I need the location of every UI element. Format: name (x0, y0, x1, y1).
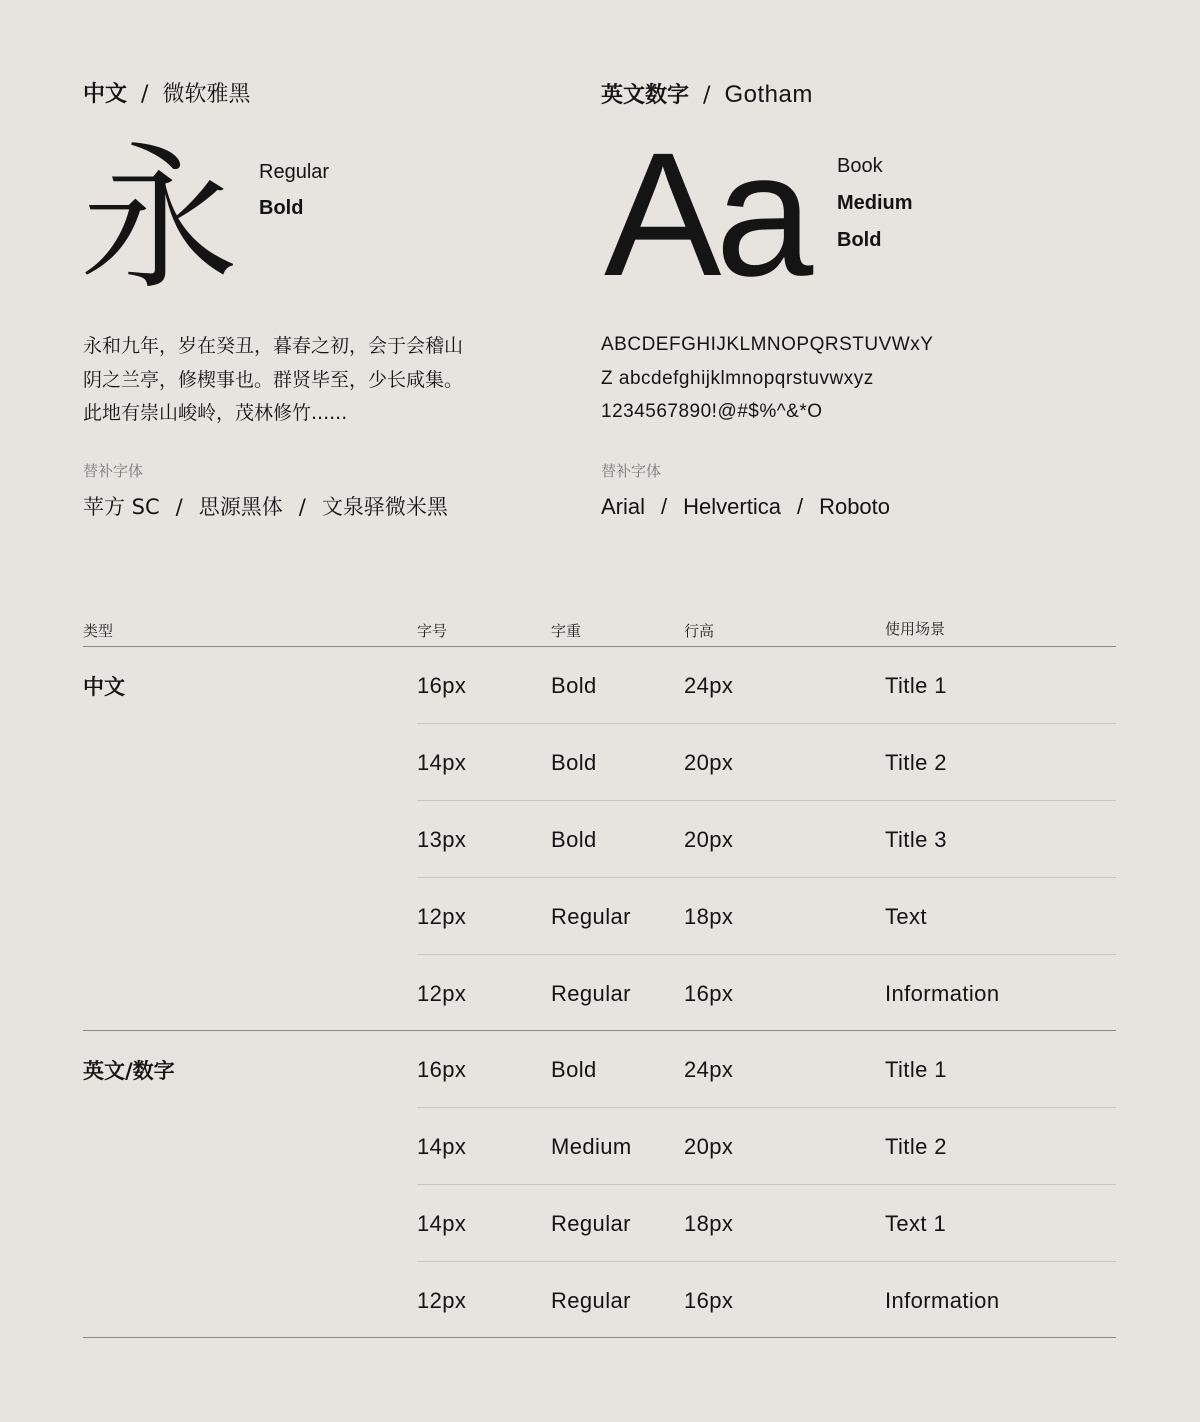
row-line-height: 20px (684, 1134, 734, 1159)
row-weight: Bold (551, 1057, 597, 1082)
row-weight: Bold (551, 827, 597, 852)
row-usage: Title 1 (885, 673, 947, 698)
latin-font-heading (601, 80, 813, 111)
table-header-type: 类型 (83, 622, 114, 640)
row-weight: Bold (551, 750, 597, 775)
row-weight: Regular (551, 904, 631, 929)
row-weight: Medium (551, 1134, 632, 1159)
latin-sample-line: 1234567890!@#$%^&*O (601, 401, 823, 422)
row-line-height: 20px (684, 827, 734, 852)
alt-separator: / (175, 495, 183, 519)
row-line-height: 24px (684, 673, 734, 698)
row-line-height: 16px (684, 981, 734, 1006)
row-size: 12px (417, 981, 467, 1006)
table-group-latin: 英文/数字 (83, 1059, 175, 1083)
latin-alt-fonts (601, 492, 890, 522)
alt-font-helvetica: Helvertica (683, 494, 781, 519)
alt-separator: / (661, 494, 668, 519)
row-usage: Title 2 (885, 750, 947, 775)
row-line-height: 24px (684, 1057, 734, 1082)
alt-font-source-han: 思源黑体 (198, 495, 283, 519)
row-size: 12px (417, 1288, 467, 1313)
row-usage: Information (885, 981, 1000, 1006)
latin-heading-label: 英文数字 (601, 83, 690, 108)
row-line-height: 18px (684, 904, 734, 929)
row-size: 14px (417, 1134, 467, 1159)
alt-font-arial: Arial (601, 494, 646, 519)
row-usage: Title 2 (885, 1134, 947, 1159)
latin-sample-characters (601, 328, 933, 429)
table-header-weight: 字重 (551, 622, 582, 640)
chinese-weight-bold: Bold (259, 197, 304, 219)
row-divider (417, 800, 1116, 801)
row-line-height: 16px (684, 1288, 734, 1313)
latin-sample-glyph: Aa (604, 117, 808, 313)
latin-weight-bold: Bold (837, 229, 882, 251)
group-divider (83, 1030, 1116, 1031)
row-usage: Text (885, 904, 927, 929)
row-usage: Title 3 (885, 827, 947, 852)
row-divider (417, 954, 1116, 955)
alt-separator: / (298, 495, 306, 519)
latin-sample-line: Z abcdefghijklmnopqrstuvwxyz (601, 367, 874, 389)
row-usage: Title 1 (885, 1057, 947, 1082)
chinese-weight-regular: Regular (259, 161, 330, 183)
row-divider (417, 1184, 1116, 1185)
row-usage: Information (885, 1288, 1000, 1313)
chinese-font-heading (83, 80, 250, 110)
chinese-heading-label: 中文 (83, 82, 128, 107)
row-size: 14px (417, 1211, 467, 1236)
chinese-font-name: 微软雅黑 (162, 82, 251, 107)
table-header-usage: 使用场景 (885, 620, 946, 638)
alt-font-wenquanyi: 文泉驿微米黑 (321, 495, 448, 519)
latin-alt-label: 替补字体 (601, 462, 662, 480)
row-weight: Regular (551, 1211, 631, 1236)
table-header-rule (83, 646, 1116, 647)
row-size: 14px (417, 750, 467, 775)
row-line-height: 20px (684, 750, 734, 775)
alt-separator: / (796, 494, 804, 519)
table-bottom-rule (83, 1337, 1116, 1338)
row-usage: Text 1 (885, 1211, 947, 1236)
row-divider (417, 1261, 1116, 1262)
chinese-sample-glyph: 永 (80, 128, 238, 312)
alt-font-pingfang: 苹方 SC (83, 495, 160, 519)
chinese-sample-paragraph: 永和九年，岁在癸丑，暮春之初，会于会稽山阴之兰亭，修楔事也。群贤毕至，少长咸集。此地有崇山峻岭，茂林修竹...... (83, 335, 464, 424)
latin-font-name: Gotham (724, 81, 813, 108)
row-weight: Regular (551, 1288, 631, 1313)
chinese-alt-label: 替补字体 (83, 462, 144, 480)
row-size: 16px (417, 1057, 467, 1082)
table-group-chinese: 中文 (83, 675, 125, 699)
alt-font-roboto: Roboto (819, 494, 891, 519)
latin-weight-medium: Medium (837, 192, 913, 214)
row-size: 12px (417, 904, 467, 929)
heading-separator: / (141, 82, 149, 107)
latin-weight-book: Book (837, 155, 883, 177)
row-line-height: 18px (684, 1211, 734, 1236)
row-size: 16px (417, 673, 467, 698)
table-header-size: 字号 (417, 622, 448, 640)
row-divider (417, 723, 1116, 724)
row-divider (417, 877, 1116, 878)
row-size: 13px (417, 827, 467, 852)
chinese-alt-fonts (83, 492, 448, 522)
row-divider (417, 1107, 1116, 1108)
heading-separator: / (703, 83, 711, 108)
row-weight: Regular (551, 981, 631, 1006)
table-header-line-height: 行高 (684, 622, 715, 640)
row-weight: Bold (551, 673, 597, 698)
latin-sample-line: ABCDEFGHIJKLMNOPQRSTUVWxY (601, 334, 934, 355)
